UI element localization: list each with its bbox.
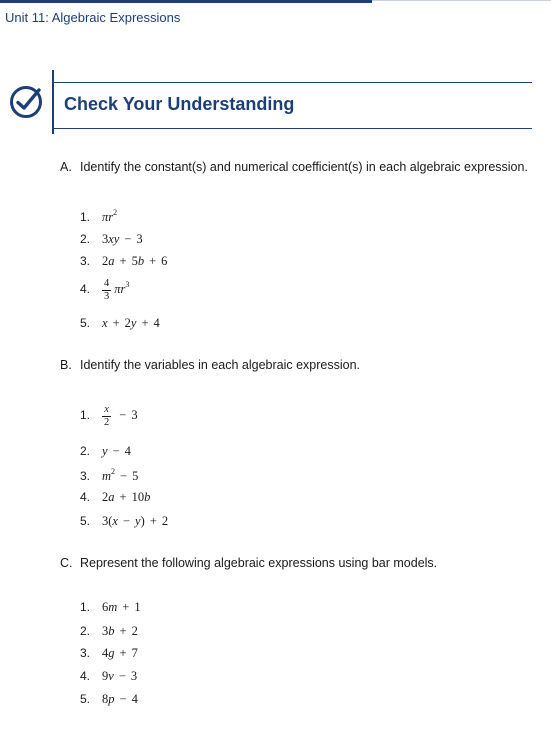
- list-item: 4. $\frac{4}{3}$ $\pi r^3$: [80, 278, 130, 302]
- expression: 2a + 5b + 6: [102, 254, 168, 268]
- fraction: $\frac{x}{2}$: [104, 404, 110, 428]
- expression: $\frac{4}{3}$ $\pi r^3$: [104, 278, 130, 302]
- fraction: $\frac{4}{3}$: [104, 278, 110, 302]
- section-c-heading: [60, 556, 437, 570]
- list-item: 2. 3xy − 3: [80, 232, 143, 246]
- check-circle-icon: [9, 85, 43, 119]
- top-rule-light: [372, 0, 551, 1]
- expression: 6m + 1: [102, 600, 141, 614]
- expression: 3(x − y) + 2: [102, 514, 169, 528]
- expression: x + 2y + 4: [102, 316, 160, 330]
- expression: y − 4: [102, 444, 131, 458]
- banner-bottom-rule: [52, 128, 532, 129]
- expression: 9v − 3: [102, 669, 138, 683]
- list-item: 1. 6m + 1: [80, 600, 141, 614]
- expression: 4g + 7: [102, 646, 138, 660]
- section-b-heading: [60, 358, 360, 372]
- section-instruction: Identify the constant(s) and numerical coefficient(s) in each algebraic expression.: [80, 160, 528, 174]
- section-a-heading: [60, 160, 528, 174]
- section-letter: A.: [60, 160, 72, 174]
- banner-vertical-rule: [52, 70, 54, 134]
- list-item: 1. $\pi r^2$: [80, 208, 118, 224]
- unit-title: Unit 11: Algebraic Expressions: [5, 10, 181, 25]
- check-understanding-banner: [0, 70, 551, 134]
- section-instruction: Represent the following algebraic expressions using bar models.: [80, 556, 438, 570]
- expression: $m^2 - 5$: [102, 467, 139, 483]
- expression: 3b + 2: [102, 624, 138, 638]
- list-item: 2. 3b + 2: [80, 624, 138, 638]
- list-item: 5. x + 2y + 4: [80, 316, 160, 330]
- section-letter: C.: [60, 556, 73, 570]
- list-item: 2. y − 4: [80, 444, 131, 458]
- expression: $\frac{x}{2}$ − 3: [104, 404, 138, 428]
- top-rule: [0, 0, 372, 3]
- section-instruction: Identify the variables in each algebraic expression.: [80, 358, 361, 372]
- banner-top-rule: [52, 82, 532, 83]
- list-item: 3. $m^2 - 5$: [80, 467, 139, 483]
- list-item: 1. $\frac{x}{2}$ − 3: [80, 404, 138, 428]
- list-item: 3. 4g + 7: [80, 646, 138, 660]
- list-item: 4. 9v − 3: [80, 669, 138, 683]
- list-item: 5. 3(x − y) + 2: [80, 514, 169, 528]
- list-item: 5. 8p − 4: [80, 692, 138, 706]
- expression: 3xy − 3: [102, 232, 143, 246]
- expression: 2a + 10b: [102, 490, 151, 504]
- section-letter: B.: [60, 358, 72, 372]
- expression: $\pi r^2$: [102, 208, 118, 224]
- list-item: 3. 2a + 5b + 6: [80, 254, 168, 268]
- banner-title: Check Your Understanding: [64, 94, 295, 114]
- list-item: 4. 2a + 10b: [80, 490, 151, 504]
- expression: 8p − 4: [102, 692, 138, 706]
